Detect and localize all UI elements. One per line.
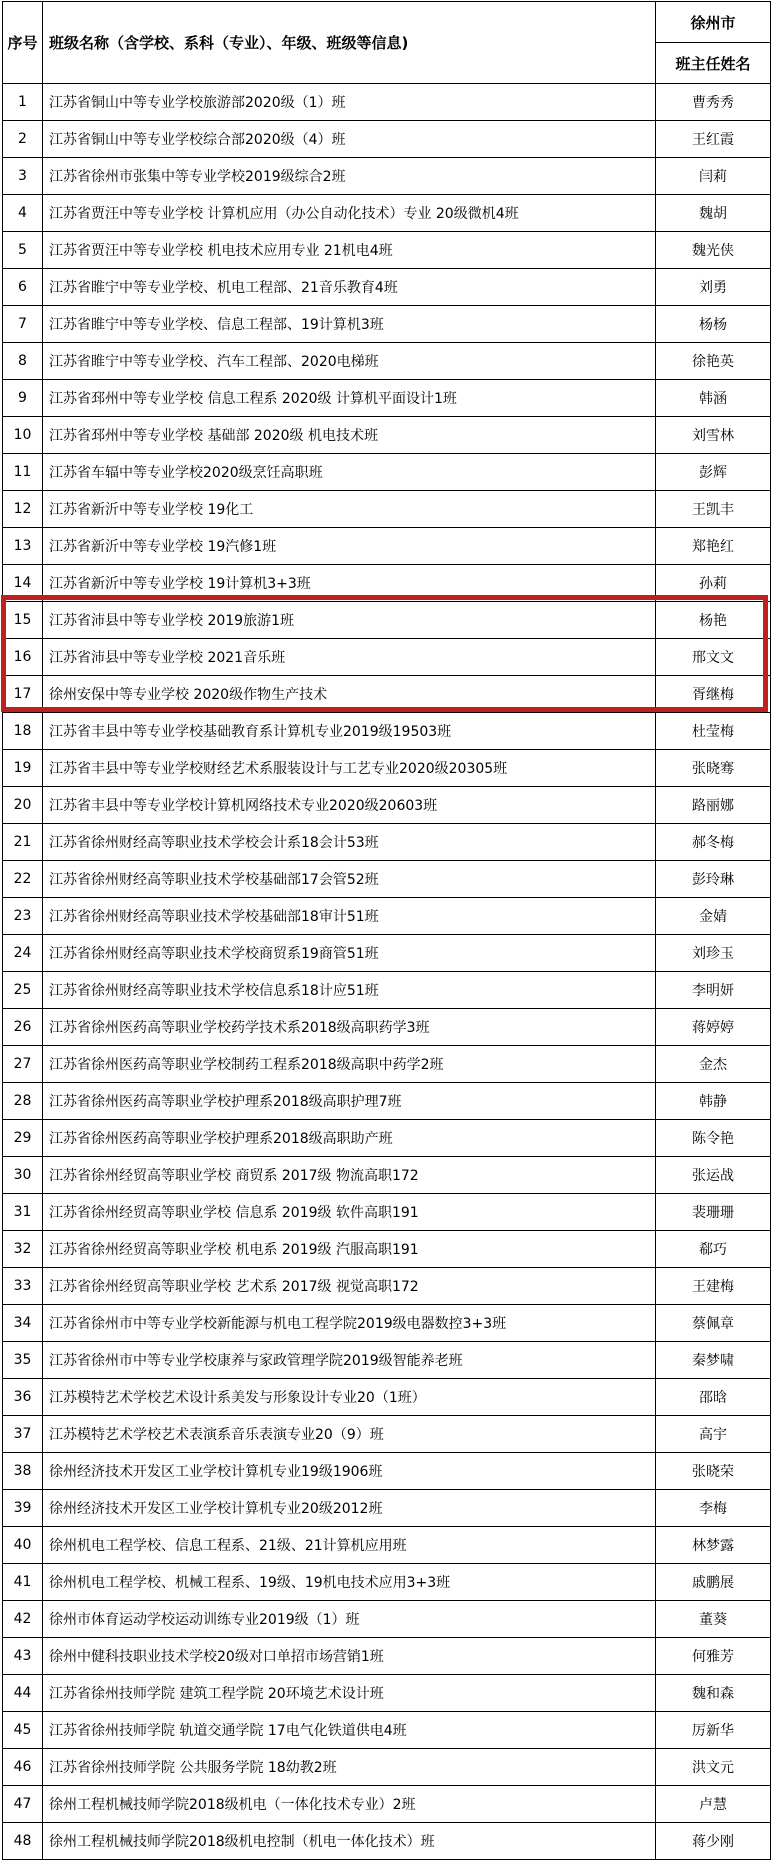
teacher-name-cell: 金婧 bbox=[656, 898, 771, 935]
teacher-name-cell: 李梅 bbox=[656, 1490, 771, 1527]
teacher-name-cell: 王建梅 bbox=[656, 1268, 771, 1305]
class-name-cell: 江苏省徐州技师学院 轨道交通学院 17电气化铁道供电4班 bbox=[43, 1712, 656, 1749]
teacher-name-cell: 孙莉 bbox=[656, 565, 771, 602]
class-name-cell: 徐州中健科技职业技术学校20级对口单招市场营销1班 bbox=[43, 1638, 656, 1675]
table-row bbox=[3, 1749, 771, 1786]
table-row bbox=[3, 898, 771, 935]
table-row bbox=[3, 861, 771, 898]
teacher-name-cell: 胥继梅 bbox=[656, 676, 771, 713]
teacher-name-cell: 韩涵 bbox=[656, 380, 771, 417]
teacher-name-cell: 刘珍玉 bbox=[656, 935, 771, 972]
row-number: 3 bbox=[3, 158, 43, 195]
teacher-name-cell: 彭辉 bbox=[656, 454, 771, 491]
row-number: 7 bbox=[3, 306, 43, 343]
class-name-cell: 江苏省沛县中等专业学校 2021音乐班 bbox=[43, 639, 656, 676]
teacher-name-cell: 王凯丰 bbox=[656, 491, 771, 528]
teacher-name-cell: 魏光侠 bbox=[656, 232, 771, 269]
row-number: 4 bbox=[3, 195, 43, 232]
row-number: 34 bbox=[3, 1305, 43, 1342]
row-number: 21 bbox=[3, 824, 43, 861]
table-row bbox=[3, 232, 771, 269]
class-name-cell: 徐州工程机械技师学院2018级机电（一体化技术专业）2班 bbox=[43, 1786, 656, 1823]
row-number: 27 bbox=[3, 1046, 43, 1083]
row-number: 39 bbox=[3, 1490, 43, 1527]
class-name-cell: 江苏省睢宁中等专业学校、信息工程部、19计算机3班 bbox=[43, 306, 656, 343]
teacher-name-cell: 郑艳红 bbox=[656, 528, 771, 565]
teacher-name-cell: 裴珊珊 bbox=[656, 1194, 771, 1231]
table-row bbox=[3, 417, 771, 454]
table-row bbox=[3, 158, 771, 195]
teacher-name-cell: 张晓骞 bbox=[656, 750, 771, 787]
table-row bbox=[3, 1194, 771, 1231]
row-number: 45 bbox=[3, 1712, 43, 1749]
table-row bbox=[3, 1379, 771, 1416]
class-name-cell: 江苏省徐州市中等专业学校新能源与机电工程学院2019级电器数控3+3班 bbox=[43, 1305, 656, 1342]
table-row bbox=[3, 676, 771, 713]
teacher-name-cell: 卢慧 bbox=[656, 1786, 771, 1823]
table-row bbox=[3, 1823, 771, 1860]
row-number: 38 bbox=[3, 1453, 43, 1490]
row-number: 41 bbox=[3, 1564, 43, 1601]
class-name-cell: 徐州机电工程学校、机械工程系、19级、19机电技术应用3+3班 bbox=[43, 1564, 656, 1601]
row-number: 16 bbox=[3, 639, 43, 676]
teacher-name-cell: 路丽娜 bbox=[656, 787, 771, 824]
teacher-name-cell: 陈令艳 bbox=[656, 1120, 771, 1157]
table-row bbox=[3, 1527, 771, 1564]
teacher-name-cell: 邵晗 bbox=[656, 1379, 771, 1416]
class-name-cell: 江苏省车辐中等专业学校2020级烹饪高职班 bbox=[43, 454, 656, 491]
class-name-cell: 江苏省徐州财经高等职业技术学校信息系18计应51班 bbox=[43, 972, 656, 1009]
table-row bbox=[3, 1231, 771, 1268]
teacher-name-cell: 刘勇 bbox=[656, 269, 771, 306]
class-name-cell: 江苏省徐州财经高等职业技术学校会计系18会计53班 bbox=[43, 824, 656, 861]
table-row bbox=[3, 1009, 771, 1046]
table-row bbox=[3, 306, 771, 343]
row-number: 46 bbox=[3, 1749, 43, 1786]
table-row bbox=[3, 269, 771, 306]
class-name-cell: 江苏省徐州经贸高等职业学校 商贸系 2017级 物流高职172 bbox=[43, 1157, 656, 1194]
row-number: 28 bbox=[3, 1083, 43, 1120]
teacher-name-cell: 金杰 bbox=[656, 1046, 771, 1083]
teacher-name-cell: 杨杨 bbox=[656, 306, 771, 343]
teacher-name-cell: 韩静 bbox=[656, 1083, 771, 1120]
table-row bbox=[3, 1416, 771, 1453]
teacher-name-cell: 邢文文 bbox=[656, 639, 771, 676]
class-name-cell: 江苏省徐州医药高等职业学校药学技术系2018级高职药学3班 bbox=[43, 1009, 656, 1046]
teacher-name-cell: 闫莉 bbox=[656, 158, 771, 195]
row-number: 26 bbox=[3, 1009, 43, 1046]
class-name-cell: 江苏省徐州医药高等职业学校护理系2018级高职助产班 bbox=[43, 1120, 656, 1157]
teacher-name-cell: 郝冬梅 bbox=[656, 824, 771, 861]
row-number: 14 bbox=[3, 565, 43, 602]
table-row bbox=[3, 195, 771, 232]
row-number: 12 bbox=[3, 491, 43, 528]
table-row bbox=[3, 1490, 771, 1527]
table-row bbox=[3, 454, 771, 491]
teacher-name-cell: 高宇 bbox=[656, 1416, 771, 1453]
class-name-cell: 江苏省新沂中等专业学校 19计算机3+3班 bbox=[43, 565, 656, 602]
table-row bbox=[3, 1638, 771, 1675]
teacher-name-cell: 徐艳英 bbox=[656, 343, 771, 380]
row-number: 2 bbox=[3, 121, 43, 158]
table-row bbox=[3, 1675, 771, 1712]
table-row bbox=[3, 750, 771, 787]
class-name-cell: 江苏省铜山中等专业学校综合部2020级（4）班 bbox=[43, 121, 656, 158]
row-number: 25 bbox=[3, 972, 43, 1009]
class-name-cell: 江苏省邳州中等专业学校 信息工程系 2020级 计算机平面设计1班 bbox=[43, 380, 656, 417]
row-number: 37 bbox=[3, 1416, 43, 1453]
table-row bbox=[3, 1712, 771, 1749]
table-row bbox=[3, 1157, 771, 1194]
class-name-cell: 江苏省徐州市中等专业学校康养与家政管理学院2019级智能养老班 bbox=[43, 1342, 656, 1379]
teacher-name-cell: 蔡佩章 bbox=[656, 1305, 771, 1342]
row-number: 15 bbox=[3, 602, 43, 639]
roster-table bbox=[2, 1, 771, 1860]
teacher-name-cell: 何雅芳 bbox=[656, 1638, 771, 1675]
row-number: 29 bbox=[3, 1120, 43, 1157]
row-number: 10 bbox=[3, 417, 43, 454]
table-row bbox=[3, 1564, 771, 1601]
table-row bbox=[3, 380, 771, 417]
row-number: 19 bbox=[3, 750, 43, 787]
header-seq: 序号 bbox=[3, 2, 43, 84]
class-name-cell: 徐州市体育运动学校运动训练专业2019级（1）班 bbox=[43, 1601, 656, 1638]
row-number: 43 bbox=[3, 1638, 43, 1675]
table-row bbox=[3, 1268, 771, 1305]
table-row bbox=[3, 1046, 771, 1083]
row-number: 18 bbox=[3, 713, 43, 750]
class-name-cell: 江苏省徐州经贸高等职业学校 机电系 2019级 汽服高职191 bbox=[43, 1231, 656, 1268]
teacher-name-cell: 曹秀秀 bbox=[656, 84, 771, 121]
class-name-cell: 徐州经济技术开发区工业学校计算机专业19级1906班 bbox=[43, 1453, 656, 1490]
teacher-name-cell: 蒋婷婷 bbox=[656, 1009, 771, 1046]
teacher-name-cell: 洪文元 bbox=[656, 1749, 771, 1786]
row-number: 35 bbox=[3, 1342, 43, 1379]
row-number: 17 bbox=[3, 676, 43, 713]
class-name-cell: 江苏省徐州医药高等职业学校护理系2018级高职护理7班 bbox=[43, 1083, 656, 1120]
table-row bbox=[3, 713, 771, 750]
table-row bbox=[3, 343, 771, 380]
teacher-name-cell: 郗巧 bbox=[656, 1231, 771, 1268]
row-number: 6 bbox=[3, 269, 43, 306]
class-name-cell: 江苏省徐州财经高等职业技术学校基础部18审计51班 bbox=[43, 898, 656, 935]
class-name-cell: 江苏省徐州经贸高等职业学校 信息系 2019级 软件高职191 bbox=[43, 1194, 656, 1231]
teacher-name-cell: 魏和森 bbox=[656, 1675, 771, 1712]
row-number: 20 bbox=[3, 787, 43, 824]
class-name-cell: 江苏省睢宁中等专业学校、机电工程部、21音乐教育4班 bbox=[43, 269, 656, 306]
class-name-cell: 徐州安保中等专业学校 2020级作物生产技术 bbox=[43, 676, 656, 713]
table-row bbox=[3, 972, 771, 1009]
teacher-name-cell: 魏胡 bbox=[656, 195, 771, 232]
row-number: 32 bbox=[3, 1231, 43, 1268]
class-name-cell: 江苏省徐州财经高等职业技术学校基础部17会管52班 bbox=[43, 861, 656, 898]
class-name-cell: 江苏省徐州经贸高等职业学校 艺术系 2017级 视觉高职172 bbox=[43, 1268, 656, 1305]
class-name-cell: 江苏省徐州医药高等职业学校制药工程系2018级高职中药学2班 bbox=[43, 1046, 656, 1083]
class-name-cell: 江苏省徐州技师学院 公共服务学院 18幼教2班 bbox=[43, 1749, 656, 1786]
teacher-name-cell: 厉新华 bbox=[656, 1712, 771, 1749]
row-number: 13 bbox=[3, 528, 43, 565]
class-name-cell: 江苏省新沂中等专业学校 19化工 bbox=[43, 491, 656, 528]
table-row bbox=[3, 787, 771, 824]
table-row bbox=[3, 1342, 771, 1379]
row-number: 9 bbox=[3, 380, 43, 417]
teacher-name-cell: 李明妍 bbox=[656, 972, 771, 1009]
class-name-cell: 江苏省丰县中等专业学校财经艺术系服装设计与工艺专业2020级20305班 bbox=[43, 750, 656, 787]
teacher-name-cell: 杨艳 bbox=[656, 602, 771, 639]
table-row bbox=[3, 528, 771, 565]
row-number: 44 bbox=[3, 1675, 43, 1712]
teacher-name-cell: 董葵 bbox=[656, 1601, 771, 1638]
row-number: 1 bbox=[3, 84, 43, 121]
table-row bbox=[3, 1453, 771, 1490]
table-row bbox=[3, 1601, 771, 1638]
teacher-name-cell: 蒋少刚 bbox=[656, 1823, 771, 1860]
table-row bbox=[3, 1305, 771, 1342]
teacher-name-cell: 张运战 bbox=[656, 1157, 771, 1194]
class-name-cell: 徐州工程机械技师学院2018级机电控制（机电一体化技术）班 bbox=[43, 1823, 656, 1860]
row-number: 42 bbox=[3, 1601, 43, 1638]
row-number: 40 bbox=[3, 1527, 43, 1564]
teacher-name-cell: 王红霞 bbox=[656, 121, 771, 158]
table-row bbox=[3, 565, 771, 602]
table-row bbox=[3, 1786, 771, 1823]
teacher-name-cell: 秦梦啸 bbox=[656, 1342, 771, 1379]
table-row bbox=[3, 491, 771, 528]
row-number: 22 bbox=[3, 861, 43, 898]
row-number: 47 bbox=[3, 1786, 43, 1823]
row-number: 30 bbox=[3, 1157, 43, 1194]
table-row bbox=[3, 121, 771, 158]
row-number: 8 bbox=[3, 343, 43, 380]
class-name-cell: 江苏省徐州财经高等职业技术学校商贸系19商管51班 bbox=[43, 935, 656, 972]
class-name-cell: 江苏省铜山中等专业学校旅游部2020级（1）班 bbox=[43, 84, 656, 121]
class-name-cell: 江苏省徐州技师学院 建筑工程学院 20环境艺术设计班 bbox=[43, 1675, 656, 1712]
class-name-cell: 江苏模特艺术学校艺术设计系美发与形象设计专业20（1班） bbox=[43, 1379, 656, 1416]
row-number: 48 bbox=[3, 1823, 43, 1860]
header-teacher: 班主任姓名 bbox=[656, 43, 771, 84]
teacher-name-cell: 张晓荣 bbox=[656, 1453, 771, 1490]
class-name-cell: 江苏省邳州中等专业学校 基础部 2020级 机电技术班 bbox=[43, 417, 656, 454]
teacher-name-cell: 彭玲琳 bbox=[656, 861, 771, 898]
header-city: 徐州市 bbox=[656, 2, 771, 43]
table-row bbox=[3, 935, 771, 972]
header-class-name: 班级名称（含学校、系科（专业）、年级、班级等信息) bbox=[43, 2, 656, 84]
class-name-cell: 江苏省新沂中等专业学校 19汽修1班 bbox=[43, 528, 656, 565]
table-row bbox=[3, 602, 771, 639]
teacher-name-cell: 林梦露 bbox=[656, 1527, 771, 1564]
class-name-cell: 徐州经济技术开发区工业学校计算机专业20级2012班 bbox=[43, 1490, 656, 1527]
row-number: 36 bbox=[3, 1379, 43, 1416]
teacher-name-cell: 戚鹏展 bbox=[656, 1564, 771, 1601]
row-number: 31 bbox=[3, 1194, 43, 1231]
row-number: 23 bbox=[3, 898, 43, 935]
table-row bbox=[3, 824, 771, 861]
table-row bbox=[3, 1120, 771, 1157]
teacher-name-cell: 刘雪林 bbox=[656, 417, 771, 454]
class-name-cell: 江苏省丰县中等专业学校计算机网络技术专业2020级20603班 bbox=[43, 787, 656, 824]
table-row bbox=[3, 639, 771, 676]
table-body bbox=[3, 84, 771, 1860]
class-name-cell: 江苏模特艺术学校艺术表演系音乐表演专业20（9）班 bbox=[43, 1416, 656, 1453]
table-row bbox=[3, 1083, 771, 1120]
row-number: 33 bbox=[3, 1268, 43, 1305]
class-name-cell: 江苏省徐州市张集中等专业学校2019级综合2班 bbox=[43, 158, 656, 195]
table-row bbox=[3, 84, 771, 121]
row-number: 11 bbox=[3, 454, 43, 491]
class-name-cell: 江苏省睢宁中等专业学校、汽车工程部、2020电梯班 bbox=[43, 343, 656, 380]
class-name-cell: 徐州机电工程学校、信息工程系、21级、21计算机应用班 bbox=[43, 1527, 656, 1564]
teacher-name-cell: 杜莹梅 bbox=[656, 713, 771, 750]
row-number: 5 bbox=[3, 232, 43, 269]
row-number: 24 bbox=[3, 935, 43, 972]
class-name-cell: 江苏省沛县中等专业学校 2019旅游1班 bbox=[43, 602, 656, 639]
class-name-cell: 江苏省贾汪中等专业学校 计算机应用（办公自动化技术）专业 20级微机4班 bbox=[43, 195, 656, 232]
class-name-cell: 江苏省贾汪中等专业学校 机电技术应用专业 21机电4班 bbox=[43, 232, 656, 269]
class-name-cell: 江苏省丰县中等专业学校基础教育系计算机专业2019级19503班 bbox=[43, 713, 656, 750]
